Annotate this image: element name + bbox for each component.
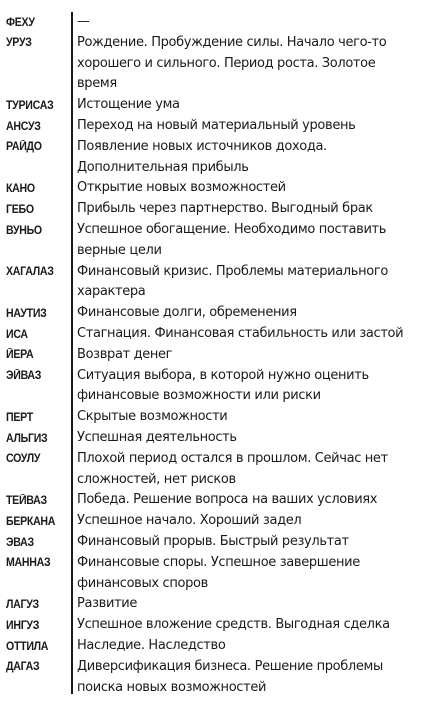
rune-meaning-line: Финансовый кризис. Проблемы материального (77, 263, 388, 279)
rune-name: ВУНЬО (6, 224, 42, 237)
rune-name: УРУЗ (6, 37, 32, 50)
rune-meaning (77, 95, 435, 116)
rune-meaning (77, 345, 435, 366)
rune-meaning-line: Успешное вложение средств. Выгодная сделка (77, 617, 390, 633)
rune-meaning-line: Развитие (77, 596, 138, 612)
rune-meaning-line: Ситуация выбора, в которой нужно оценить (77, 367, 369, 383)
rune-meaning-line: Диверсификация бизнеса. Решение проблемы (77, 658, 383, 674)
rune-name: ЭВАЗ (6, 536, 34, 549)
rune-name: АЛЬГИЗ (6, 432, 48, 445)
rune-meaning-line: Финансовые споры. Успешное завершение (77, 554, 360, 570)
rune-name: ИНГУЗ (6, 619, 40, 632)
rune-meaning (77, 553, 435, 595)
rune-meaning-line: Переход на новый материальный уровень (77, 118, 356, 133)
rune-name: АНСУЗ (6, 120, 41, 133)
rune-meaning-line: Успешная деятельность (77, 430, 237, 445)
rune-meaning (77, 449, 435, 491)
rune-meaning-line: Успешное обогащение. Необходимо поставить (77, 222, 387, 237)
rune-meaning-line: время (77, 76, 117, 92)
rune-meaning (77, 220, 435, 262)
rune-name: БЕРКАНА (6, 515, 56, 528)
rune-meaning (77, 636, 435, 657)
rune-meaning-line: Финансовый прорыв. Быстрый результат (77, 534, 349, 549)
rune-meaning-line: поиска новых возможностей (77, 679, 267, 695)
rune-meaning (77, 33, 435, 95)
rune-meaning-line: Успешное начало. Хороший задел (77, 513, 302, 529)
rune-meaning-line: верные цели (77, 242, 162, 258)
rune-meaning-line: Скрытые возможности (77, 409, 228, 425)
rune-meaning (77, 511, 435, 532)
rune-meaning (77, 366, 435, 408)
rune-meaning (77, 12, 435, 33)
rune-meaning-line: финансовые возможности или риски (77, 388, 321, 404)
rune-name: ЙЕРА (6, 349, 34, 362)
rune-name: ЭЙВАЗ (6, 370, 42, 383)
rune-name: НАУТИЗ (6, 307, 47, 320)
rune-name: ИСА (6, 328, 28, 341)
rune-name: ЛАГУЗ (6, 598, 39, 611)
rune-meaning-line: Прибыль через партнерство. Выгодный брак (77, 201, 373, 217)
rune-name: ФЕХУ (6, 16, 35, 29)
rune-meaning-line: финансовых споров (77, 575, 208, 591)
rune-meaning (77, 137, 435, 179)
rune-name: ТУРИСАЗ (6, 99, 54, 112)
rune-name: ПЕРТ (6, 411, 33, 424)
rune-meaning (77, 324, 435, 345)
rune-meaning-line: Победа. Решение вопроса на ваших условиях (77, 492, 378, 508)
column-divider (71, 12, 73, 694)
rune-meaning-line: Стагнация. Финансовая стабильность или застой (77, 326, 404, 341)
rune-meaning-line: сложностей, нет рисков (77, 471, 236, 487)
rune-name: ОТТИЛА (6, 640, 49, 653)
rune-name: МАННАЗ (6, 557, 51, 570)
rune-meaning (77, 199, 435, 220)
rune-name: ТЕЙВАЗ (6, 494, 47, 507)
rune-meaning-line: Рождение. Пробуждение силы. Начало чего-то (77, 34, 387, 50)
rune-name: СОУЛУ (6, 453, 41, 466)
rune-meaning-line: — (77, 14, 90, 29)
rune-meaning (77, 428, 435, 449)
rune-meaning-line: Появление новых источников дохода. (77, 138, 327, 154)
rune-meaning-line: Открытие новых возможностей (77, 180, 286, 196)
rune-meaning-line: Дополнительная прибыль (77, 159, 249, 175)
rune-meaning-line: Финансовые долги, обременения (77, 305, 297, 321)
rune-meaning (77, 615, 435, 636)
rune-name: ДАГАЗ (6, 661, 40, 674)
rune-meaning (77, 407, 435, 428)
rune-meaning (77, 116, 435, 137)
rune-meaning (77, 594, 435, 615)
rune-meaning-line: Возврат денег (77, 346, 173, 362)
rune-name: ГЕБО (6, 203, 34, 216)
rune-meaning (77, 178, 435, 199)
rune-name: РАЙДО (6, 141, 42, 154)
rune-meaning-line: хорошего и сильного. Период роста. Золотое (77, 55, 376, 71)
rune-meaning (77, 657, 435, 699)
rune-meaning (77, 262, 435, 304)
rune-meaning-line: Наследие. Наследство (77, 638, 226, 653)
rune-meaning (77, 532, 435, 553)
rune-name: ХАГАЛАЗ (6, 266, 54, 279)
rune-name: КАНО (6, 182, 35, 195)
rune-meaning-line: Истощение ума (77, 97, 180, 113)
rune-meaning-line: Плохой период остался в прошлом. Сейчас нет (77, 450, 388, 466)
rune-meaning (77, 303, 435, 324)
rune-meaning-line: характера (77, 284, 146, 300)
rune-meaning (77, 490, 435, 511)
